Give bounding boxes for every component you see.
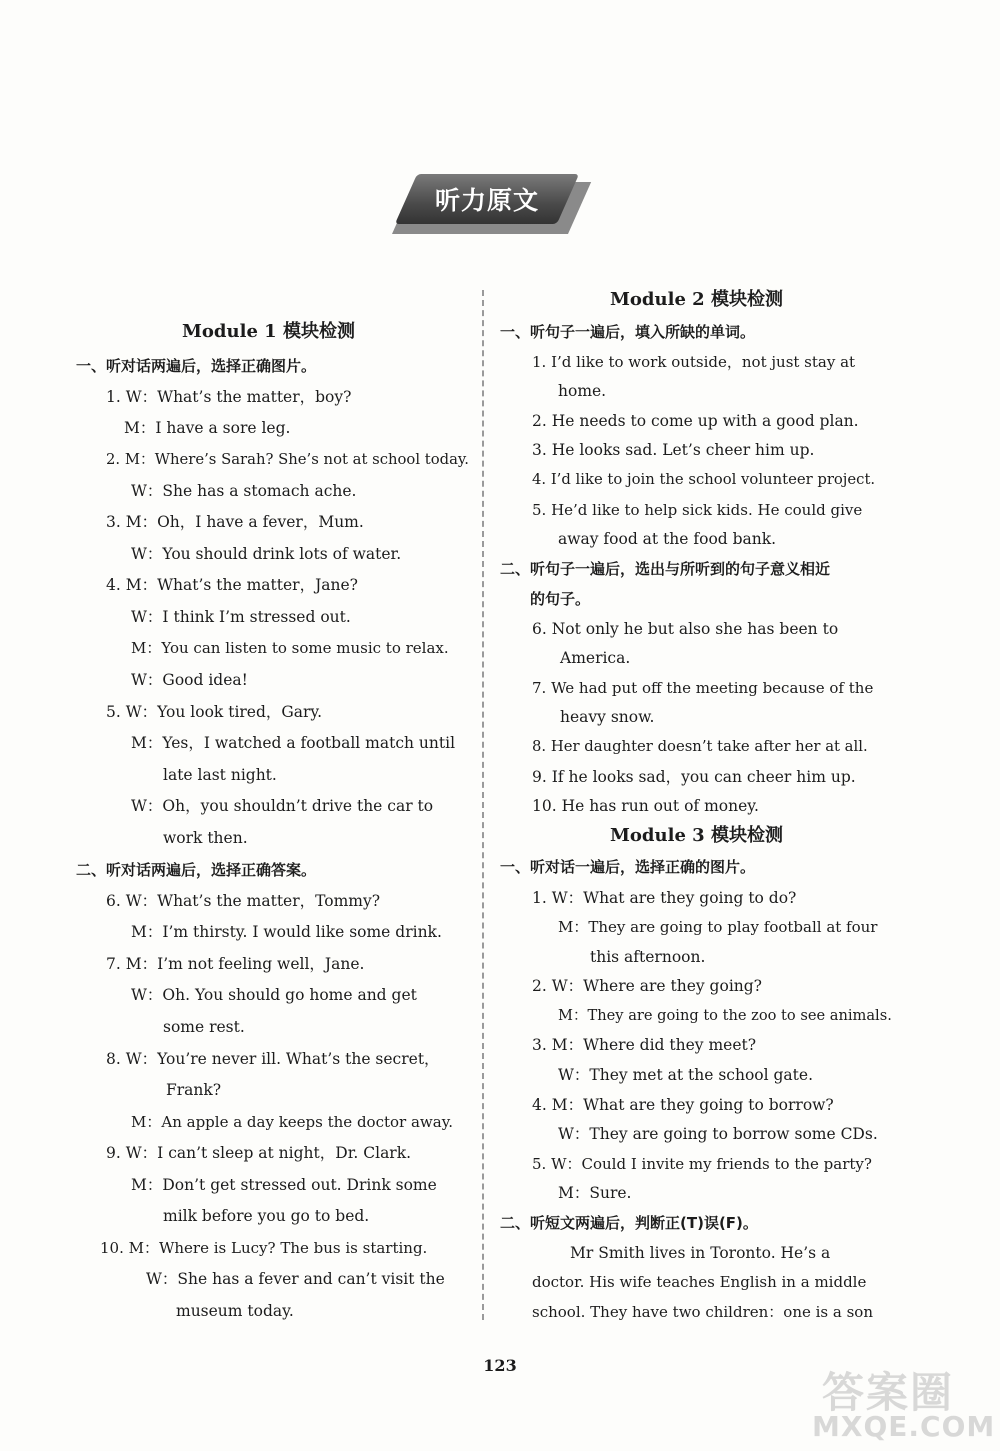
dialogue-line: W：They are going to borrow some CDs.: [558, 1125, 878, 1143]
sentence-line: heavy snow.: [560, 708, 655, 726]
dialogue-line: M：They are going to the zoo to see animals.: [558, 1007, 892, 1024]
sentence-line: 1. I’d like to work outside，not just stay at: [532, 353, 856, 371]
banner-plate: [395, 174, 579, 224]
dialogue-line: M：Sure.: [558, 1184, 632, 1202]
dialogue-line: 10. M：Where is Lucy? The bus is starting.: [100, 1239, 428, 1257]
watermark-logo: [810, 1360, 996, 1445]
section-heading: 二、听短文两遍后，判断正(T)误(F)。: [500, 1214, 758, 1232]
passage-line: doctor. His wife teaches English in a middle: [532, 1273, 867, 1291]
column-divider: [482, 290, 484, 1320]
dialogue-line: some rest.: [163, 1018, 245, 1036]
dialogue-line: milk before you go to bed.: [163, 1207, 370, 1225]
passage-line: Mr Smith lives in Toronto. He’s a: [570, 1244, 831, 1262]
dialogue-line: 3. M：Where did they meet?: [532, 1036, 757, 1054]
dialogue-line: work then.: [163, 829, 248, 847]
page-number: 123: [483, 1356, 517, 1375]
sentence-line: 10. He has run out of money.: [532, 797, 759, 815]
dialogue-line: M：I have a sore leg.: [124, 419, 291, 437]
section-heading: 一、听对话两遍后，选择正确图片。: [76, 357, 317, 375]
section-heading: 的句子。: [530, 590, 591, 608]
dialogue-line: 5. W：You look tired，Gary.: [106, 703, 323, 721]
dialogue-line: M：Yes，I watched a football match until: [131, 734, 456, 752]
dialogue-line: late last night.: [163, 766, 277, 784]
title-banner: [392, 172, 572, 236]
module3-heading: Module 3 模块检测: [610, 825, 783, 846]
sentence-line: 6. Not only he but also she has been to: [532, 620, 839, 638]
sentence-line: home.: [558, 382, 607, 400]
dialogue-line: 6. W：What’s the matter，Tommy?: [106, 892, 381, 910]
sentence-line: 3. He looks sad. Let’s cheer him up.: [532, 441, 815, 459]
dialogue-line: W：You should drink lots of water.: [131, 545, 402, 563]
passage-line: school. They have two children：one is a son: [532, 1303, 873, 1321]
sentence-line: America.: [560, 649, 631, 667]
dialogue-line: 1. W：What’s the matter，boy?: [106, 388, 352, 406]
dialogue-line: 4. M：What are they going to borrow?: [532, 1096, 834, 1114]
dialogue-line: 3. M：Oh，I have a fever，Mum.: [106, 513, 364, 531]
sentence-line: 2. He needs to come up with a good plan.: [532, 412, 859, 430]
dialogue-line: M：I’m thirsty. I would like some drink.: [131, 923, 442, 941]
dialogue-line: M：You can listen to some music to relax.: [131, 639, 449, 657]
dialogue-line: 4. M：What’s the matter，Jane?: [106, 576, 358, 594]
sentence-line: 9. If he looks sad，you can cheer him up.: [532, 768, 856, 786]
dialogue-line: W：She has a fever and can’t visit the: [146, 1270, 445, 1288]
sentence-line: 8. Her daughter doesn’t take after her at all.: [532, 738, 868, 755]
dialogue-line: 8. W：You’re never ill. What’s the secret，: [106, 1050, 440, 1068]
banner-title: 听力原文: [434, 186, 539, 215]
dialogue-line: 5. W：Could I invite my friends to the party?: [532, 1155, 872, 1173]
dialogue-line: W：Oh. You should go home and get: [131, 986, 417, 1004]
dialogue-line: W：She has a stomach ache.: [131, 482, 357, 500]
dialogue-line: M：Don’t get stressed out. Drink some: [131, 1176, 437, 1194]
dialogue-line: W：They met at the school gate.: [558, 1066, 814, 1084]
module1-heading: Module 1 模块检测: [182, 321, 355, 342]
dialogue-line: Frank?: [166, 1081, 222, 1099]
dialogue-line: M：They are going to play football at four: [558, 918, 878, 936]
dialogue-line: 2. W：Where are they going?: [532, 977, 762, 995]
dialogue-line: 1. W：What are they going to do?: [532, 889, 797, 907]
dialogue-line: this afternoon.: [590, 948, 706, 966]
sentence-line: away food at the food bank.: [558, 530, 777, 548]
dialogue-line: W：Oh，you shouldn’t drive the car to: [131, 797, 434, 815]
section-heading: 二、听句子一遍后，选出与所听到的句子意义相近: [500, 560, 831, 578]
section-heading: 一、听对话一遍后，选择正确的图片。: [500, 858, 756, 876]
dialogue-line: 7. M：I’m not feeling well，Jane.: [106, 955, 365, 973]
sentence-line: 4. I’d like to join the school volunteer project.: [532, 471, 876, 488]
dialogue-line: W：Good idea!: [131, 671, 248, 689]
watermark-en: MXQE.COM: [812, 1410, 996, 1443]
dialogue-line: M：An apple a day keeps the doctor away.: [131, 1113, 453, 1131]
sentence-line: 5. He’d like to help sick kids. He could give: [532, 501, 863, 519]
dialogue-line: 9. W：I can’t sleep at night，Dr. Clark.: [106, 1144, 412, 1162]
dialogue-line: W：I think I’m stressed out.: [131, 608, 351, 626]
section-heading: 二、听对话两遍后，选择正确答案。: [76, 861, 317, 879]
sentence-line: 7. We had put off the meeting because of the: [532, 679, 874, 697]
module2-heading: Module 2 模块检测: [610, 289, 783, 310]
section-heading: 一、听句子一遍后，填入所缺的单词。: [500, 323, 756, 341]
dialogue-line: museum today.: [176, 1302, 294, 1320]
watermark-cn: 答案圈: [822, 1368, 955, 1417]
dialogue-line: 2. M：Where’s Sarah? She’s not at school today.: [106, 451, 470, 468]
